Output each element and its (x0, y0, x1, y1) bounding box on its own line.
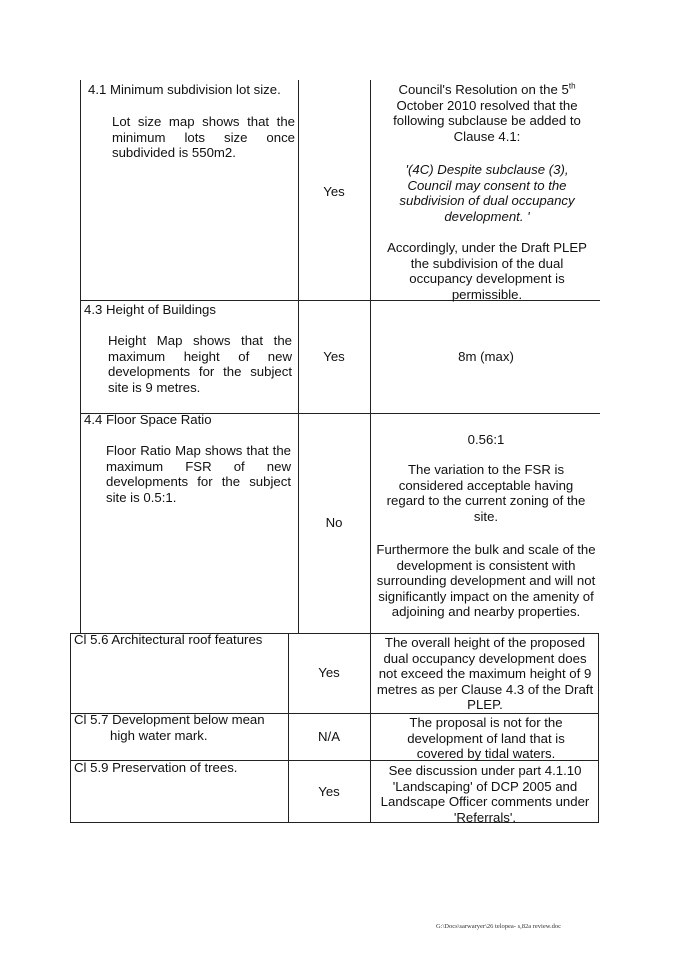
row-4-4-comment-value: 0.56:1 (467, 432, 505, 447)
row-4-4-comment-bulk: Furthermore the bulk and scale of the development is consistent with surrounding development and will not significantly impact on the amenity of adjoining and nearby properties. (376, 542, 596, 620)
row-4-3-detail: Height Map shows that the maximum height of new developments for the subject site is 9 metres. (108, 333, 292, 395)
row-4-1-compliance: Yes (323, 184, 345, 199)
row-5-7-clause: Cl 5.7 Development below mean (74, 712, 265, 727)
row-4-4-compliance: No (325, 515, 343, 530)
row-4-4-clause: 4.4 Floor Space Ratio (84, 412, 212, 427)
table-border-left-top (80, 80, 81, 633)
row-4-1-clause: 4.1 Minimum subdivision lot size. (88, 82, 281, 97)
table-border-left-bottom (70, 633, 71, 823)
table-border-right (598, 633, 599, 823)
row-4-1-comment-conclusion: Accordingly, under the Draft PLEP the subdivision of the dual occupancy development is permissible. (387, 240, 587, 302)
row-5-7-compliance: N/A (318, 729, 340, 744)
row-5-7-clause-cont: high water mark. (110, 728, 208, 743)
row-5-9-compliance: Yes (318, 784, 340, 799)
row-5-7-comment: The proposal is not for the development of land that is covered by tidal waters. (407, 715, 565, 762)
footer-file-path: G:\Docs\sarwaryer\26 telopea- s,82a review.doc (436, 923, 562, 930)
row-4-3-clause: 4.3 Height of Buildings (84, 302, 216, 317)
row-4-4-comment-variation: The variation to the FSR is considered acceptable having regard to the current zoning of the site. (386, 462, 586, 524)
row-5-6-comment: The overall height of the proposed dual occupancy development does not exceed the maximum height of 9 metres as per Clause 4.3 of the Draft PLEP. (376, 635, 594, 713)
column-divider-2 (370, 80, 371, 823)
row-5-6-compliance: Yes (318, 665, 340, 680)
row-4-3-compliance: Yes (323, 349, 345, 364)
row-4-1-comment-resolution: Council's Resolution on the 5th October 2010 resolved that the following subclause be added to Clause 4.1: (393, 81, 581, 144)
row-4-1-detail: Lot size map shows that the minimum lots size once subdivided is 550m2. (112, 114, 295, 161)
row-5-9-clause: Cl 5.9 Preservation of trees. (74, 760, 238, 775)
row-4-1-comment-quote: '(4C) Despite subclause (3), Council may consent to the subdivision of dual occupancy development. ' (399, 162, 575, 224)
row-4-3-comment: 8m (max) (458, 349, 514, 364)
row-5-6-clause: Cl 5.6 Architectural roof features (74, 632, 263, 647)
row-4-4-detail: Floor Ratio Map shows that the maximum FSR of new developments for the subject site is 0.5:1. (106, 443, 291, 505)
row-5-9-comment: See discussion under part 4.1.10 'Landscaping' of DCP 2005 and Landscape Officer comments under 'Referrals'. (380, 763, 590, 825)
